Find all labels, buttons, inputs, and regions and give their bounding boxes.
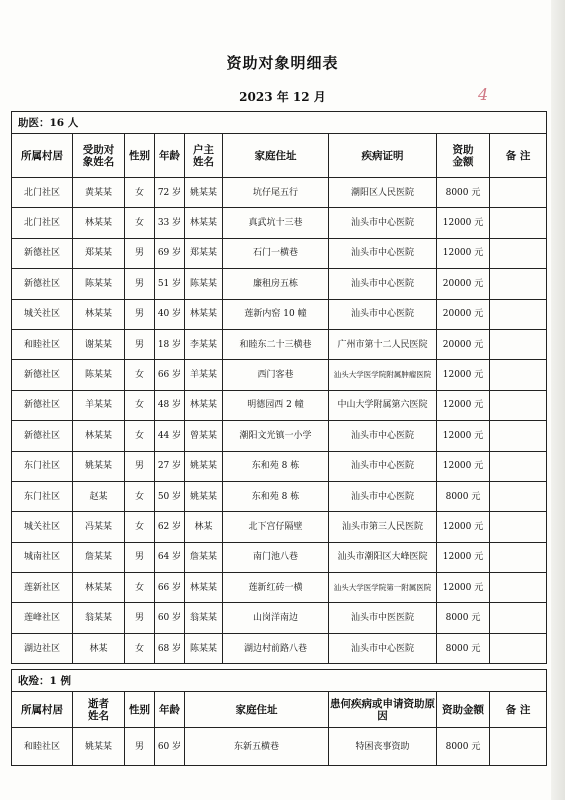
header-sex: 性别 bbox=[125, 134, 155, 178]
age-cell: 68 岁 bbox=[155, 633, 185, 663]
medical-section-row bbox=[12, 112, 547, 134]
age-cell: 40 岁 bbox=[155, 299, 185, 329]
header-remark: 备 注 bbox=[490, 134, 547, 178]
table-row bbox=[12, 603, 547, 633]
sex-cell: 女 bbox=[125, 573, 155, 603]
amount-cell: 12000 元 bbox=[437, 451, 490, 481]
header-head: 户主 姓名 bbox=[185, 134, 223, 178]
table-row bbox=[12, 633, 547, 663]
address-cell: 廉租房五栋 bbox=[223, 269, 329, 299]
village-cell: 新德社区 bbox=[12, 360, 73, 390]
village-cell: 北门社区 bbox=[12, 178, 73, 208]
disease-cell: 广州市第十二人民医院 bbox=[329, 329, 437, 359]
table-row bbox=[12, 269, 547, 299]
remark-cell bbox=[490, 390, 547, 420]
head-cell: 曾某某 bbox=[185, 421, 223, 451]
header-amount: 资助金额 bbox=[437, 692, 490, 728]
header-address: 家庭住址 bbox=[223, 134, 329, 178]
name-cell: 林某某 bbox=[73, 421, 125, 451]
remark-cell bbox=[490, 299, 547, 329]
remark-cell bbox=[490, 573, 547, 603]
age-cell: 66 岁 bbox=[155, 360, 185, 390]
address-cell: 坑仔尾五行 bbox=[223, 178, 329, 208]
remark-cell bbox=[490, 633, 547, 663]
name-cell: 翁某某 bbox=[73, 603, 125, 633]
table-row bbox=[12, 238, 547, 268]
village-cell: 新德社区 bbox=[12, 390, 73, 420]
amount-cell: 8000 元 bbox=[437, 728, 490, 766]
header-age: 年龄 bbox=[155, 692, 185, 728]
age-cell: 33 岁 bbox=[155, 208, 185, 238]
remark-cell bbox=[490, 208, 547, 238]
header-village: 所属村居 bbox=[12, 692, 73, 728]
name-cell: 赵某 bbox=[73, 481, 125, 511]
address-cell: 莲新内窑 10 幢 bbox=[223, 299, 329, 329]
funeral-section-label: 收殓：1 例 bbox=[12, 670, 547, 692]
page-edge bbox=[551, 0, 565, 800]
sex-cell: 男 bbox=[125, 451, 155, 481]
address-cell: 山岗洋南边 bbox=[223, 603, 329, 633]
name-cell: 姚某某 bbox=[73, 451, 125, 481]
age-cell: 50 岁 bbox=[155, 481, 185, 511]
address-cell: 东和苑 8 栋 bbox=[223, 481, 329, 511]
medical-aid-table bbox=[11, 111, 547, 664]
remark-cell bbox=[490, 542, 547, 572]
disease-cell: 汕头市潮阳区大峰医院 bbox=[329, 542, 437, 572]
remark-cell bbox=[490, 329, 547, 359]
funeral-header-row bbox=[12, 692, 547, 728]
head-cell: 姚某某 bbox=[185, 451, 223, 481]
header-sex: 性别 bbox=[125, 692, 155, 728]
address-cell: 东新五横巷 bbox=[185, 728, 329, 766]
sex-cell: 男 bbox=[125, 269, 155, 299]
remark-cell bbox=[490, 360, 547, 390]
name-cell: 詹某某 bbox=[73, 542, 125, 572]
head-cell: 陈某某 bbox=[185, 633, 223, 663]
amount-cell: 12000 元 bbox=[437, 542, 490, 572]
header-name: 受助对 象姓名 bbox=[73, 134, 125, 178]
amount-cell: 20000 元 bbox=[437, 299, 490, 329]
header-name: 逝者 姓名 bbox=[73, 692, 125, 728]
village-cell: 城关社区 bbox=[12, 299, 73, 329]
age-cell: 64 岁 bbox=[155, 542, 185, 572]
head-cell: 姚某某 bbox=[185, 178, 223, 208]
village-cell: 莲峰社区 bbox=[12, 603, 73, 633]
disease-cell: 汕头大学医学院第一附属医院 bbox=[329, 573, 437, 603]
name-cell: 林某 bbox=[73, 633, 125, 663]
document-date: 2023 年 12 月 bbox=[239, 90, 326, 104]
funeral-table-body bbox=[12, 728, 547, 766]
header-remark: 备 注 bbox=[490, 692, 547, 728]
table-row bbox=[12, 542, 547, 572]
table-row bbox=[12, 451, 547, 481]
name-cell: 陈某某 bbox=[73, 269, 125, 299]
sex-cell: 女 bbox=[125, 390, 155, 420]
address-cell: 潮阳文光镇一小学 bbox=[223, 421, 329, 451]
amount-cell: 20000 元 bbox=[437, 329, 490, 359]
remark-cell bbox=[490, 421, 547, 451]
sex-cell: 女 bbox=[125, 208, 155, 238]
remark-cell bbox=[490, 451, 547, 481]
table-row bbox=[12, 360, 547, 390]
name-cell: 姚某某 bbox=[73, 728, 125, 766]
village-cell: 新德社区 bbox=[12, 238, 73, 268]
village-cell: 和睦社区 bbox=[12, 329, 73, 359]
remark-cell bbox=[490, 603, 547, 633]
amount-cell: 8000 元 bbox=[437, 603, 490, 633]
remark-cell bbox=[490, 238, 547, 268]
address-cell: 湖边村前路八巷 bbox=[223, 633, 329, 663]
table-row bbox=[12, 208, 547, 238]
head-cell: 林某 bbox=[185, 512, 223, 542]
head-cell: 陈某某 bbox=[185, 269, 223, 299]
village-cell: 湖边社区 bbox=[12, 633, 73, 663]
sex-cell: 女 bbox=[125, 633, 155, 663]
name-cell: 谢某某 bbox=[73, 329, 125, 359]
disease-cell: 汕头市中心医院 bbox=[329, 299, 437, 329]
header-age: 年龄 bbox=[155, 134, 185, 178]
village-cell: 城关社区 bbox=[12, 512, 73, 542]
name-cell: 羊某某 bbox=[73, 390, 125, 420]
address-cell: 南门池八巷 bbox=[223, 542, 329, 572]
handwritten-mark: 4 bbox=[478, 85, 489, 104]
table-row bbox=[12, 421, 547, 451]
name-cell: 冯某某 bbox=[73, 512, 125, 542]
name-cell: 林某某 bbox=[73, 299, 125, 329]
age-cell: 60 岁 bbox=[155, 728, 185, 766]
age-cell: 18 岁 bbox=[155, 329, 185, 359]
sex-cell: 男 bbox=[125, 728, 155, 766]
head-cell: 姚某某 bbox=[185, 481, 223, 511]
document-title: 资助对象明细表 bbox=[226, 54, 339, 72]
sex-cell: 男 bbox=[125, 329, 155, 359]
reason-cell: 特困丧事资助 bbox=[329, 728, 437, 766]
amount-cell: 12000 元 bbox=[437, 208, 490, 238]
amount-cell: 8000 元 bbox=[437, 178, 490, 208]
sex-cell: 女 bbox=[125, 178, 155, 208]
medical-table-body bbox=[12, 178, 547, 664]
village-cell: 东门社区 bbox=[12, 451, 73, 481]
head-cell: 翁某某 bbox=[185, 603, 223, 633]
header-village: 所属村居 bbox=[12, 134, 73, 178]
sex-cell: 女 bbox=[125, 421, 155, 451]
disease-cell: 汕头市中心医院 bbox=[329, 481, 437, 511]
sex-cell: 女 bbox=[125, 481, 155, 511]
amount-cell: 12000 元 bbox=[437, 238, 490, 268]
header-address: 家庭住址 bbox=[185, 692, 329, 728]
table-row bbox=[12, 390, 547, 420]
age-cell: 48 岁 bbox=[155, 390, 185, 420]
age-cell: 51 岁 bbox=[155, 269, 185, 299]
age-cell: 62 岁 bbox=[155, 512, 185, 542]
name-cell: 林某某 bbox=[73, 573, 125, 603]
age-cell: 72 岁 bbox=[155, 178, 185, 208]
head-cell: 詹某某 bbox=[185, 542, 223, 572]
village-cell: 和睦社区 bbox=[12, 728, 73, 766]
village-cell: 新德社区 bbox=[12, 421, 73, 451]
age-cell: 44 岁 bbox=[155, 421, 185, 451]
village-cell: 东门社区 bbox=[12, 481, 73, 511]
amount-cell: 12000 元 bbox=[437, 512, 490, 542]
village-cell: 北门社区 bbox=[12, 208, 73, 238]
sex-cell: 女 bbox=[125, 512, 155, 542]
address-cell: 明德园西 2 幢 bbox=[223, 390, 329, 420]
table-row bbox=[12, 299, 547, 329]
disease-cell: 汕头市中心医院 bbox=[329, 633, 437, 663]
name-cell: 陈某某 bbox=[73, 360, 125, 390]
head-cell: 林某某 bbox=[185, 208, 223, 238]
village-cell: 城南社区 bbox=[12, 542, 73, 572]
disease-cell: 汕头市中心医院 bbox=[329, 269, 437, 299]
amount-cell: 12000 元 bbox=[437, 421, 490, 451]
table-row bbox=[12, 178, 547, 208]
amount-cell: 12000 元 bbox=[437, 573, 490, 603]
village-cell: 莲新社区 bbox=[12, 573, 73, 603]
address-cell: 真武坑十三巷 bbox=[223, 208, 329, 238]
amount-cell: 12000 元 bbox=[437, 390, 490, 420]
age-cell: 69 岁 bbox=[155, 238, 185, 268]
remark-cell bbox=[490, 178, 547, 208]
sex-cell: 女 bbox=[125, 360, 155, 390]
table-row bbox=[12, 573, 547, 603]
age-cell: 27 岁 bbox=[155, 451, 185, 481]
sex-cell: 男 bbox=[125, 299, 155, 329]
amount-cell: 8000 元 bbox=[437, 481, 490, 511]
funeral-aid-table bbox=[11, 669, 547, 766]
head-cell: 林某某 bbox=[185, 299, 223, 329]
table-row bbox=[12, 329, 547, 359]
address-cell: 东和苑 8 栋 bbox=[223, 451, 329, 481]
head-cell: 郑某某 bbox=[185, 238, 223, 268]
medical-header-row bbox=[12, 134, 547, 178]
medical-section-label: 助医：16 人 bbox=[12, 112, 547, 134]
disease-cell: 中山大学附属第六医院 bbox=[329, 390, 437, 420]
address-cell: 和睦东二十三横巷 bbox=[223, 329, 329, 359]
amount-cell: 8000 元 bbox=[437, 633, 490, 663]
disease-cell: 汕头市中医医院 bbox=[329, 603, 437, 633]
disease-cell: 汕头市中心医院 bbox=[329, 208, 437, 238]
disease-cell: 汕头市中心医院 bbox=[329, 451, 437, 481]
header-disease: 疾病证明 bbox=[329, 134, 437, 178]
head-cell: 林某某 bbox=[185, 573, 223, 603]
disease-cell: 汕头大学医学院附属肿瘤医院 bbox=[329, 360, 437, 390]
table-row bbox=[12, 512, 547, 542]
name-cell: 黄某某 bbox=[73, 178, 125, 208]
age-cell: 66 岁 bbox=[155, 573, 185, 603]
table-row bbox=[12, 481, 547, 511]
head-cell: 李某某 bbox=[185, 329, 223, 359]
disease-cell: 汕头市中心医院 bbox=[329, 238, 437, 268]
disease-cell: 汕头市中心医院 bbox=[329, 421, 437, 451]
remark-cell bbox=[490, 512, 547, 542]
village-cell: 新德社区 bbox=[12, 269, 73, 299]
header-reason: 患何疾病或申请资助原因 bbox=[329, 692, 437, 728]
sex-cell: 男 bbox=[125, 542, 155, 572]
head-cell: 羊某某 bbox=[185, 360, 223, 390]
age-cell: 60 岁 bbox=[155, 603, 185, 633]
sex-cell: 男 bbox=[125, 238, 155, 268]
disease-cell: 汕头市第三人民医院 bbox=[329, 512, 437, 542]
amount-cell: 12000 元 bbox=[437, 360, 490, 390]
sex-cell: 男 bbox=[125, 603, 155, 633]
name-cell: 林某某 bbox=[73, 208, 125, 238]
remark-cell bbox=[490, 728, 547, 766]
remark-cell bbox=[490, 481, 547, 511]
address-cell: 石门一横巷 bbox=[223, 238, 329, 268]
head-cell: 林某某 bbox=[185, 390, 223, 420]
funeral-section-row bbox=[12, 670, 547, 692]
remark-cell bbox=[490, 269, 547, 299]
disease-cell: 潮阳区人民医院 bbox=[329, 178, 437, 208]
amount-cell: 20000 元 bbox=[437, 269, 490, 299]
table-row bbox=[12, 728, 547, 766]
address-cell: 北下宫仔隔壁 bbox=[223, 512, 329, 542]
address-cell: 西门客巷 bbox=[223, 360, 329, 390]
address-cell: 莲新红砖一横 bbox=[223, 573, 329, 603]
header-amount: 资助 金额 bbox=[437, 134, 490, 178]
name-cell: 郑某某 bbox=[73, 238, 125, 268]
